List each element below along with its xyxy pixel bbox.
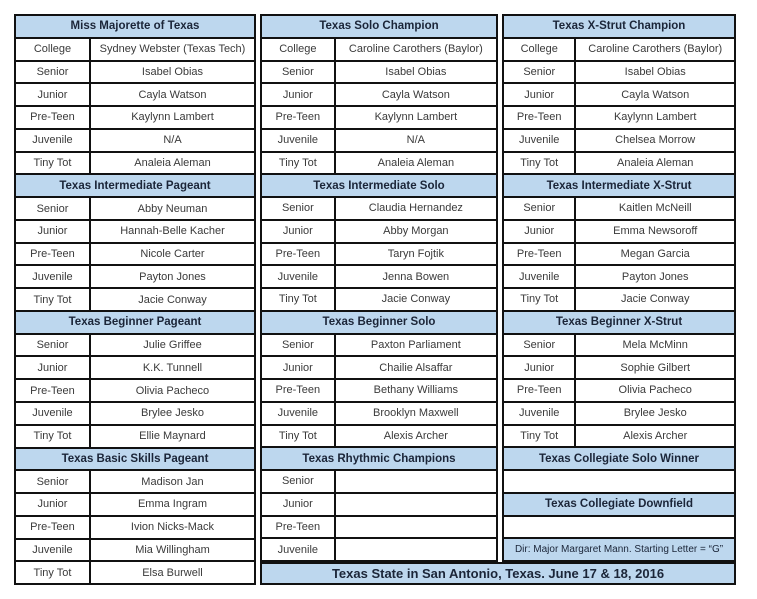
division-label: Pre-Teen [16,244,91,265]
division-label: Junior [504,221,576,242]
result-row [262,60,496,83]
section-header: Texas Solo Champion [262,16,496,37]
division-label: Senior [504,198,576,219]
winner-name: Isabel Obias [624,65,686,78]
division-label: Pre-Teen [262,244,336,265]
result-row [504,82,734,105]
result-row [16,287,254,310]
division-label: Tiny Tot [504,289,576,310]
winner-name: Hannah-Belle Kacher [120,225,225,238]
result-row [262,424,496,447]
result-row [16,196,254,219]
division-label: Pre-Teen [262,107,336,128]
result-row [262,128,496,151]
result-row [16,355,254,378]
winner-name: Paxton Parliament [370,338,461,351]
result-row [504,401,734,424]
winner-name: Cayla Watson [381,88,450,101]
winner-name: Jacie Conway [381,293,451,306]
section-header: Miss Majorette of Texas [16,16,254,37]
winner-name: Emma Ingram [137,498,208,511]
section-header: Texas X-Strut Champion [504,16,734,37]
result-row [262,333,496,356]
winner-name: Olivia Pacheco [135,384,210,397]
result-row [504,219,734,242]
winner-name: Elsa Burwell [142,566,203,579]
winner-name: Caroline Carothers (Baylor) [348,43,483,56]
winner-name: Bethany Williams [373,384,459,397]
result-row [504,196,734,219]
empty-row [504,515,734,538]
section-header: Texas Collegiate Downfield [504,492,734,515]
winner-name: Abby Neuman [137,202,208,215]
winner-name: N/A [406,134,426,147]
division-label: Senior [16,62,91,83]
division-label: Juvenile [504,403,576,424]
winner-name: Sydney Webster (Texas Tech) [99,43,246,56]
winner-name: Madison Jan [141,475,204,488]
result-row [262,219,496,242]
division-label: Juvenile [504,266,576,287]
result-row [16,560,254,583]
division-label: Pre-Teen [16,380,91,401]
winner-name: Isabel Obias [385,65,447,78]
result-row [16,401,254,424]
result-row [262,264,496,287]
result-row [16,128,254,151]
division-label: Juvenile [262,130,336,151]
division-label: Pre-Teen [504,107,576,128]
result-row [262,105,496,128]
division-label: Tiny Tot [262,289,336,310]
result-row [504,37,734,60]
winner-name [336,471,496,492]
division-label: College [16,39,91,60]
result-row [262,537,496,560]
result-row [16,264,254,287]
division-label: Tiny Tot [16,153,91,174]
division-label: Senior [504,335,576,356]
result-row [16,219,254,242]
director-note: Dir: Major Margaret Mann. Starting Letter = “G” [504,537,734,560]
division-label: Junior [504,84,576,105]
division-label: Pre-Teen [16,107,91,128]
division-label: Junior [16,494,91,515]
winner-name: Jacie Conway [138,293,207,306]
division-label: Pre-Teen [16,517,91,538]
winner-name: K.K. Tunnell [142,361,203,374]
winner-name: Payton Jones [139,270,206,283]
division-label: Tiny Tot [504,153,576,174]
winner-name: Claudia Hernandez [368,202,463,215]
result-row [262,401,496,424]
result-row [504,287,734,310]
result-row [504,333,734,356]
section-header: Texas Intermediate Pageant [16,173,254,196]
result-row [504,105,734,128]
division-label: Pre-Teen [504,244,576,265]
winner-name: Emma Newsoroff [613,225,698,238]
result-row [262,242,496,265]
division-label: Juvenile [16,540,91,561]
winner-name: Analeia Aleman [377,156,455,169]
result-row [504,128,734,151]
winner-name: Mela McMinn [622,338,688,351]
result-row [262,82,496,105]
winner-name: Caroline Carothers (Baylor) [588,43,723,56]
winner-name: Chailie Alsaffar [379,361,453,374]
winner-name: Taryn Fojtik [387,247,444,260]
result-row [16,492,254,515]
division-label: Pre-Teen [262,517,336,538]
division-label: Pre-Teen [504,380,576,401]
winner-name: Alexis Archer [623,429,688,442]
result-row [504,60,734,83]
result-row [262,37,496,60]
division-label: Juvenile [16,266,91,287]
section-header: Texas Basic Skills Pageant [16,447,254,470]
division-label: Juvenile [16,403,91,424]
winner-name: Ellie Maynard [139,430,206,443]
result-row [16,469,254,492]
division-label: College [262,39,336,60]
division-label: Junior [16,357,91,378]
division-label: Juvenile [16,130,91,151]
division-label: Senior [262,198,336,219]
division-label: Senior [16,471,91,492]
result-row [16,515,254,538]
division-label: Juvenile [504,130,576,151]
result-row [262,355,496,378]
winner-name: Kaylynn Lambert [131,111,214,124]
winner-name: Brylee Jesko [623,407,687,420]
result-row [262,492,496,515]
section-header: Texas Intermediate X-Strut [504,173,734,196]
winner-name: Analeia Aleman [134,156,211,169]
section-header: Texas Beginner Solo [262,310,496,333]
winner-name: Abby Morgan [383,225,449,238]
event-footer: Texas State in San Antonio, Texas. June 17 & 18, 2016 [260,562,736,585]
winner-name: Jacie Conway [620,293,690,306]
winner-name: Alexis Archer [383,429,448,442]
result-row [16,105,254,128]
winner-name: Payton Jones [621,270,689,283]
result-row [262,196,496,219]
division-label: Juvenile [262,266,336,287]
division-label: Tiny Tot [504,426,576,447]
division-label: Junior [262,221,336,242]
division-label: Tiny Tot [262,426,336,447]
winner-name: Kaylynn Lambert [374,111,458,124]
division-label: Junior [262,494,336,515]
result-row [262,151,496,174]
winner-name: Cayla Watson [621,88,690,101]
result-row [16,151,254,174]
result-row [504,242,734,265]
winner-name: Nicole Carter [140,248,205,261]
solo-column [260,14,498,562]
division-label: Junior [262,357,336,378]
division-label: College [504,39,576,60]
winner-name: Chelsea Morrow [615,134,696,147]
xstrut-column [502,14,736,562]
section-header: Texas Rhythmic Champions [262,446,496,469]
section-header: Texas Collegiate Solo Winner [504,446,734,469]
winner-name: Kaylynn Lambert [613,111,697,124]
winner-name [336,494,496,515]
section-header: Texas Beginner X-Strut [504,310,734,333]
division-label: Junior [16,84,91,105]
result-row [16,378,254,401]
division-label: Junior [262,84,336,105]
result-row [16,424,254,447]
division-label: Juvenile [262,539,336,560]
winner-name: Julie Griffee [143,339,202,352]
division-label: Senior [262,335,336,356]
result-row [262,469,496,492]
winner-name: Megan Garcia [620,247,690,260]
winner-name: Sophie Gilbert [620,361,691,374]
winner-name: Kaitlen McNeill [618,202,692,215]
division-label: Senior [262,62,336,83]
winner-name [336,539,496,560]
result-row [504,378,734,401]
winner-name: Brooklyn Maxwell [373,407,459,420]
division-label: Tiny Tot [16,289,91,310]
result-row [504,355,734,378]
winner-name: Cayla Watson [138,88,207,101]
result-row [504,424,734,447]
pageant-column [14,14,256,585]
winner-name [336,517,496,538]
division-label: Senior [262,471,336,492]
section-header: Texas Intermediate Solo [262,173,496,196]
result-row [16,538,254,561]
result-row [16,82,254,105]
division-label: Senior [16,198,91,219]
division-label: Senior [504,62,576,83]
result-row [16,60,254,83]
winner-name: Ivion Nicks-Mack [130,521,215,534]
winner-name: Analeia Aleman [616,156,694,169]
division-label: Senior [16,335,91,356]
result-row [504,151,734,174]
winner-name: Brylee Jesko [140,407,204,420]
result-row [262,287,496,310]
division-label: Tiny Tot [262,153,336,174]
division-label: Junior [16,221,91,242]
empty-row [504,469,734,492]
division-label: Juvenile [262,403,336,424]
section-header: Texas Beginner Pageant [16,310,254,333]
division-label: Tiny Tot [16,426,91,447]
result-row [16,333,254,356]
result-row [504,264,734,287]
result-row [16,37,254,60]
result-row [16,242,254,265]
winner-name: Mia Willingham [135,543,210,556]
division-label: Tiny Tot [16,562,91,583]
division-label: Pre-Teen [262,380,336,401]
winner-name: Jenna Bowen [382,270,450,283]
winner-name: Olivia Pacheco [618,384,692,397]
division-label: Junior [504,357,576,378]
winner-name: N/A [163,134,182,147]
winner-name: Isabel Obias [141,65,204,78]
result-row [262,378,496,401]
result-row [262,515,496,538]
